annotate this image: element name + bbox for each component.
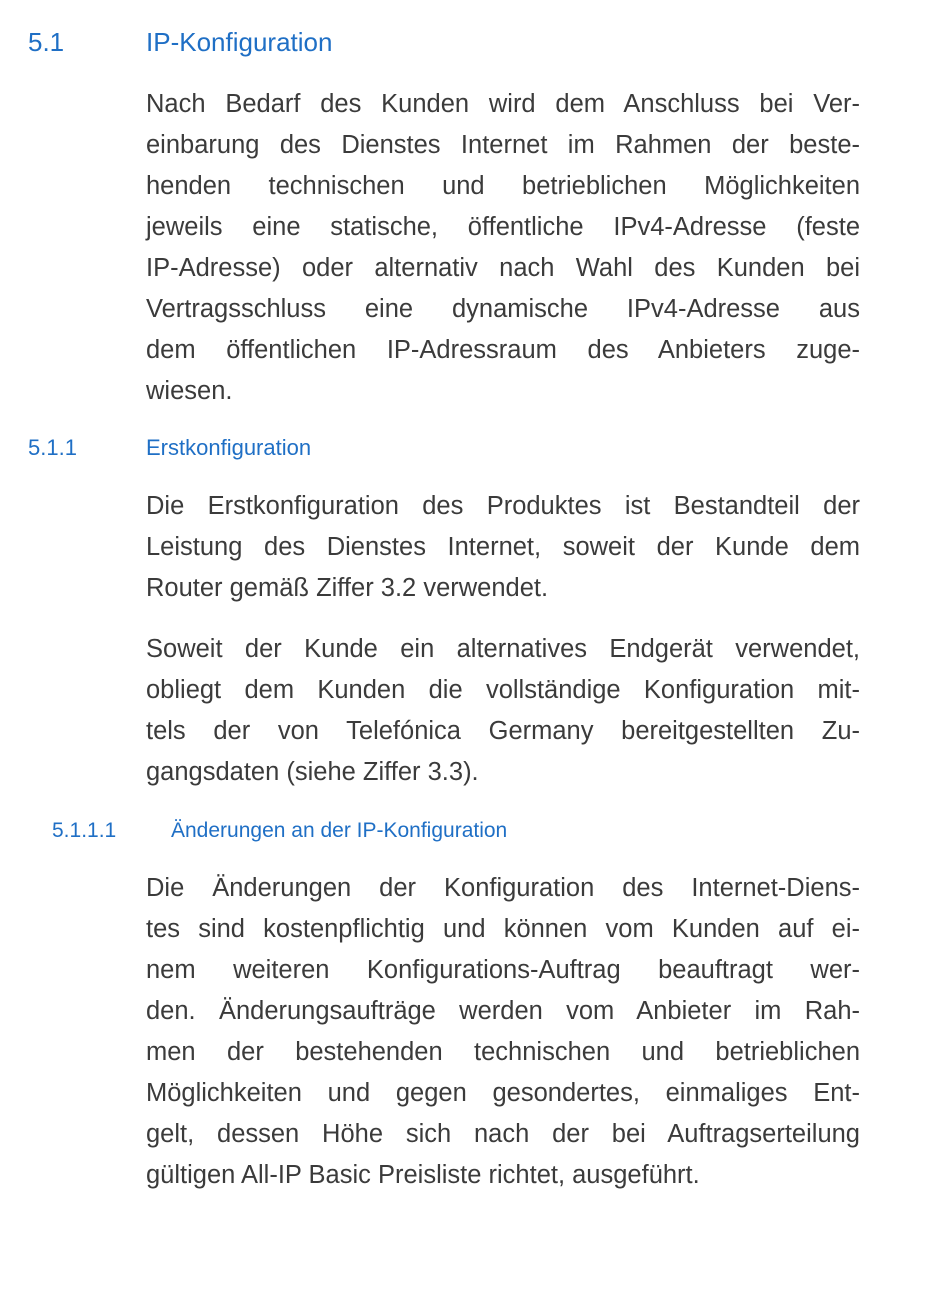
paragraph — [146, 84, 860, 412]
text-line: Leistung des Dienstes Internet, soweit der Kunde dem — [146, 533, 860, 561]
text-line: gültigen All-IP Basic Preisliste richtet, ausgeführt. — [146, 1161, 700, 1189]
text-line: men der bestehenden technischen und betrieblichen — [146, 1038, 860, 1066]
paragraph — [146, 486, 860, 609]
text-line: tes sind kostenpflichtig und können vom Kunden auf ei- — [146, 915, 860, 943]
section-title: Änderungen an der IP-Konfiguration — [171, 819, 508, 842]
text-line: nem weiteren Konfigurations-Auftrag beauftragt wer- — [146, 956, 860, 984]
section-number: 5.1.1 — [28, 435, 77, 460]
paragraph — [146, 868, 860, 1196]
text-line: gangsdaten (siehe Ziffer 3.3). — [146, 758, 479, 786]
text-line: henden technischen und betrieblichen Möglichkeiten — [146, 172, 860, 200]
section-title: IP-Konfiguration — [146, 27, 333, 57]
text-line: tels der von Telefónica Germany bereitgestellten Zu- — [146, 717, 860, 745]
text-line: IP-Adresse) oder alternativ nach Wahl des Kunden bei — [146, 254, 860, 282]
section-title: Erstkonfiguration — [146, 435, 312, 460]
text-line: Die Änderungen der Konfiguration des Internet-Diens- — [146, 874, 860, 902]
text-line: jeweils eine statische, öffentliche IPv4-Adresse (feste — [146, 213, 860, 241]
text-line: einbarung des Dienstes Internet im Rahmen der beste- — [146, 131, 860, 159]
text-line: dem öffentlichen IP-Adressraum des Anbieters zuge- — [146, 336, 860, 364]
text-line: den. Änderungsaufträge werden vom Anbieter im Rah- — [146, 997, 860, 1025]
text-line: obliegt dem Kunden die vollständige Konfiguration mit- — [146, 676, 860, 704]
text-line: Router gemäß Ziffer 3.2 verwendet. — [146, 574, 549, 602]
section-heading — [0, 27, 944, 59]
subsubsection-heading — [0, 819, 944, 845]
text-line: gelt, dessen Höhe sich nach der bei Auftragserteilung — [146, 1120, 860, 1148]
text-line: wiesen. — [146, 377, 233, 405]
text-line: Möglichkeiten und gegen gesondertes, einmaliges Ent- — [146, 1079, 860, 1107]
section-number: 5.1.1.1 — [52, 819, 117, 842]
text-line: Die Erstkonfiguration des Produktes ist Bestandteil der — [146, 492, 860, 520]
paragraph — [146, 629, 860, 793]
subsection-heading — [0, 435, 944, 463]
text-line: Soweit der Kunde ein alternatives Endgerät verwendet, — [146, 635, 860, 663]
text-line: Vertragsschluss eine dynamische IPv4-Adresse aus — [146, 295, 860, 323]
section-number: 5.1 — [28, 27, 65, 57]
text-line: Nach Bedarf des Kunden wird dem Anschluss bei Ver- — [146, 90, 860, 118]
